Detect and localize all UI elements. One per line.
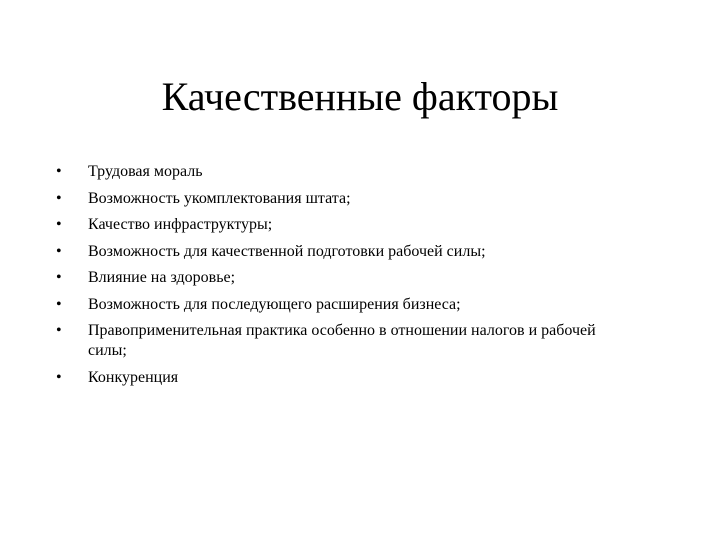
list-item — [56, 268, 616, 288]
list-item — [56, 215, 616, 235]
slide-title: Качественные факторы — [161, 74, 559, 119]
bullet-icon: • — [56, 189, 62, 207]
list-item — [56, 189, 616, 209]
bullet-icon: • — [56, 368, 62, 386]
list-item-text: Возможность укомплектования штата; — [88, 189, 351, 207]
list-item — [56, 162, 616, 182]
list-item-text: Трудовая мораль — [88, 163, 203, 180]
list-item — [56, 368, 616, 388]
bullet-icon: • — [56, 216, 62, 233]
list-item-text: Конкуренция — [88, 368, 179, 386]
bullet-icon: • — [56, 242, 62, 260]
list-item-text: Правоприменительная практика особенно в отношении налогов и рабочей силы; — [88, 322, 596, 359]
list-item-text: Возможность для последующего расширения бизнеса; — [88, 295, 461, 313]
list-item — [56, 321, 616, 361]
list-item — [56, 242, 616, 262]
list-item-text: Влияние на здоровье; — [88, 269, 236, 286]
list-item-text: Возможность для качественной подготовки рабочей силы; — [88, 242, 486, 260]
bullet-list — [56, 162, 616, 394]
list-item-text: Качество инфраструктуры; — [88, 216, 273, 233]
bullet-icon: • — [56, 163, 62, 180]
list-item — [56, 295, 616, 315]
bullet-icon: • — [56, 295, 62, 313]
bullet-icon: • — [56, 269, 62, 286]
bullet-icon: • — [56, 322, 62, 339]
